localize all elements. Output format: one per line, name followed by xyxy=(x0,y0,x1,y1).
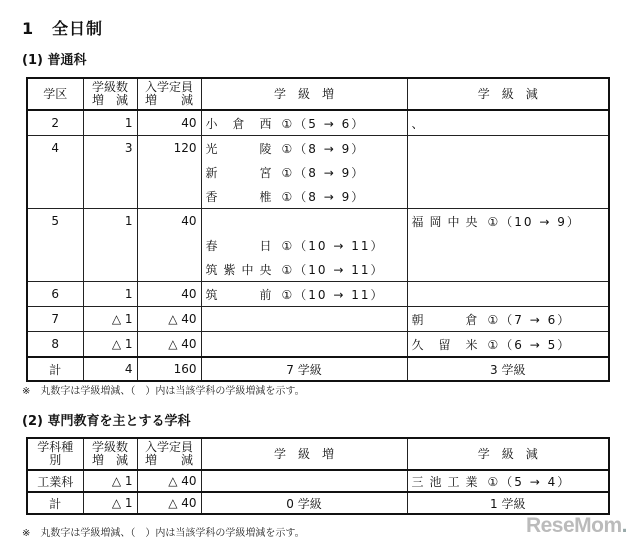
class-count-change: ①（10 → 9） xyxy=(487,214,581,229)
capacity-cell: △ 40 xyxy=(137,470,201,492)
school-name-char: 筑 xyxy=(205,287,218,302)
table-row xyxy=(27,470,609,492)
class-change-item xyxy=(412,332,605,356)
header-capacity: 入学定員 増 減 xyxy=(137,438,201,470)
classes-cell: △ 1 xyxy=(83,307,137,332)
total-increase: 7 学級 xyxy=(201,357,407,381)
class-count-change: ①（8 → 9） xyxy=(281,189,366,204)
decrease-cell xyxy=(407,470,609,492)
school-name xyxy=(412,336,478,353)
total-capacity: 160 xyxy=(137,357,201,381)
total-decrease: 3 学級 xyxy=(407,357,609,381)
school-name-char: 新 xyxy=(205,165,218,180)
class-count-change: ①（8 → 9） xyxy=(281,141,366,156)
classes-cell: △ 1 xyxy=(83,470,137,492)
school-name xyxy=(412,213,478,230)
specialized-table xyxy=(26,437,610,515)
capacity-cell: 40 xyxy=(137,209,201,282)
district-cell: 8 xyxy=(27,332,83,358)
school-name-char: 中 xyxy=(241,262,254,277)
total-increase: 0 学級 xyxy=(201,492,407,514)
decrease-cell xyxy=(407,282,609,307)
increase-cell xyxy=(201,136,407,209)
school-name xyxy=(412,115,478,132)
table-row xyxy=(27,332,609,358)
district-cell: 2 xyxy=(27,110,83,136)
class-change-item xyxy=(206,160,403,184)
school-name xyxy=(206,237,272,254)
class-count-change: ①（7 → 6） xyxy=(487,312,572,327)
total-row xyxy=(27,357,609,381)
school-name-char: 紫 xyxy=(223,262,236,277)
school-name-char: 中 xyxy=(447,214,460,229)
school-name xyxy=(206,188,272,205)
table-row xyxy=(27,136,609,209)
school-name xyxy=(206,140,272,157)
table-row xyxy=(27,307,609,332)
classes-cell: 1 xyxy=(83,282,137,307)
classes-cell: △ 1 xyxy=(83,332,137,358)
total-capacity: △ 40 xyxy=(137,492,201,514)
increase-cell xyxy=(201,209,407,282)
school-name-char: 、 xyxy=(411,116,424,131)
class-count-change: ①（5 → 4） xyxy=(487,474,572,489)
class-change-item xyxy=(206,111,403,135)
decrease-cell xyxy=(407,110,609,136)
school-name-char: 宮 xyxy=(259,165,272,180)
general-note: ※ 丸数字は学級増減、（ ）内は当該学科の学級増減を示す。 xyxy=(22,386,305,397)
specialized-note: ※ 丸数字は学級増減、（ ）内は当該学科の学級増減を示す。 xyxy=(22,528,305,539)
increase-cell xyxy=(201,332,407,358)
school-name-char: 央 xyxy=(259,262,272,277)
school-name xyxy=(412,311,478,328)
classes-cell: 3 xyxy=(83,136,137,209)
general-heading: (1) 普通科 xyxy=(22,53,87,68)
class-change-item xyxy=(206,282,403,306)
capacity-cell: 120 xyxy=(137,136,201,209)
district-cell: 5 xyxy=(27,209,83,282)
header-decrease: 学 級 減 xyxy=(407,438,609,470)
section-title xyxy=(22,16,103,39)
school-name-char: 朝 xyxy=(411,312,424,327)
class-count-change: ①（10 → 11） xyxy=(281,262,385,277)
increase-cell xyxy=(201,282,407,307)
school-name xyxy=(206,164,272,181)
decrease-cell xyxy=(407,307,609,332)
general-table xyxy=(26,77,610,382)
header-increase: 学 級 増 xyxy=(201,78,407,110)
school-name-char: 業 xyxy=(465,474,478,489)
class-change-item xyxy=(412,209,605,233)
table-row xyxy=(27,209,609,282)
school-name-char: 三 xyxy=(411,474,424,489)
classes-cell: 1 xyxy=(83,209,137,282)
school-name xyxy=(206,115,272,132)
school-name-char: 光 xyxy=(205,141,218,156)
class-change-item xyxy=(206,257,403,281)
increase-cell xyxy=(201,307,407,332)
class-change-item xyxy=(412,307,605,331)
school-name-char: 西 xyxy=(259,116,272,131)
header-type: 学科種別 xyxy=(27,438,83,470)
school-name-char: 春 xyxy=(205,238,218,253)
school-name-char: 倉 xyxy=(465,312,478,327)
school-name-char: 岡 xyxy=(429,214,442,229)
capacity-cell: △ 40 xyxy=(137,307,201,332)
school-name-char: 日 xyxy=(259,238,272,253)
table-row xyxy=(27,110,609,136)
specialized-heading: (2) 専門教育を主とする学科 xyxy=(22,414,191,429)
header-classes: 学級数 増 減 xyxy=(83,438,137,470)
decrease-cell xyxy=(407,332,609,358)
school-name-char: 久 xyxy=(411,337,424,352)
school-name-char: 香 xyxy=(205,189,218,204)
increase-cell xyxy=(201,470,407,492)
school-name-char: 央 xyxy=(465,214,478,229)
class-count-change: ①（6 → 5） xyxy=(487,337,572,352)
class-count-change: ①（5 → 6） xyxy=(281,116,366,131)
class-change-item xyxy=(206,184,403,208)
district-cell: 7 xyxy=(27,307,83,332)
school-name-char: 留 xyxy=(438,337,451,352)
school-name-char: 福 xyxy=(411,214,424,229)
section-number: 1 xyxy=(22,19,35,38)
total-row xyxy=(27,492,609,514)
header-increase: 学 級 増 xyxy=(201,438,407,470)
class-change-item xyxy=(206,233,403,257)
class-change-item xyxy=(412,471,605,491)
school-name-char: 池 xyxy=(429,474,442,489)
total-decrease: 1 学級 xyxy=(407,492,609,514)
class-count-change: ①（10 → 11） xyxy=(281,238,385,253)
school-name-char: 椎 xyxy=(259,189,272,204)
section-name: 全日制 xyxy=(52,19,104,38)
decrease-cell xyxy=(407,209,609,282)
decrease-cell xyxy=(407,136,609,209)
school-name-char: 工 xyxy=(447,474,460,489)
header-district: 学区 xyxy=(27,78,83,110)
capacity-cell: △ 40 xyxy=(137,332,201,358)
total-label: 計 xyxy=(27,492,83,514)
capacity-cell: 40 xyxy=(137,282,201,307)
total-classes: 4 xyxy=(83,357,137,381)
class-count-change: ①（10 → 11） xyxy=(281,287,385,302)
class-change-item xyxy=(412,111,605,135)
capacity-cell: 40 xyxy=(137,110,201,136)
increase-cell xyxy=(201,110,407,136)
school-name-char: 前 xyxy=(259,287,272,302)
header-decrease: 学 級 減 xyxy=(407,78,609,110)
class-change-item xyxy=(206,136,403,160)
school-name-char: 倉 xyxy=(232,116,245,131)
class-count-change: ①（8 → 9） xyxy=(281,165,366,180)
total-label: 計 xyxy=(27,357,83,381)
type-cell: 工業科 xyxy=(27,470,83,492)
school-name-char: 陵 xyxy=(259,141,272,156)
class-change-item xyxy=(206,209,403,233)
header-classes: 学級数 増 減 xyxy=(83,78,137,110)
school-name xyxy=(206,286,272,303)
district-cell: 6 xyxy=(27,282,83,307)
classes-cell: 1 xyxy=(83,110,137,136)
school-name xyxy=(206,261,272,278)
school-name-char: 小 xyxy=(205,116,218,131)
school-name-char: 筑 xyxy=(205,262,218,277)
district-cell: 4 xyxy=(27,136,83,209)
resemom-logo: ReseMom. xyxy=(525,514,627,537)
header-capacity: 入学定員 増 減 xyxy=(137,78,201,110)
school-name-char: 米 xyxy=(465,337,478,352)
total-classes: △ 1 xyxy=(83,492,137,514)
table-row xyxy=(27,282,609,307)
school-name xyxy=(412,473,478,490)
